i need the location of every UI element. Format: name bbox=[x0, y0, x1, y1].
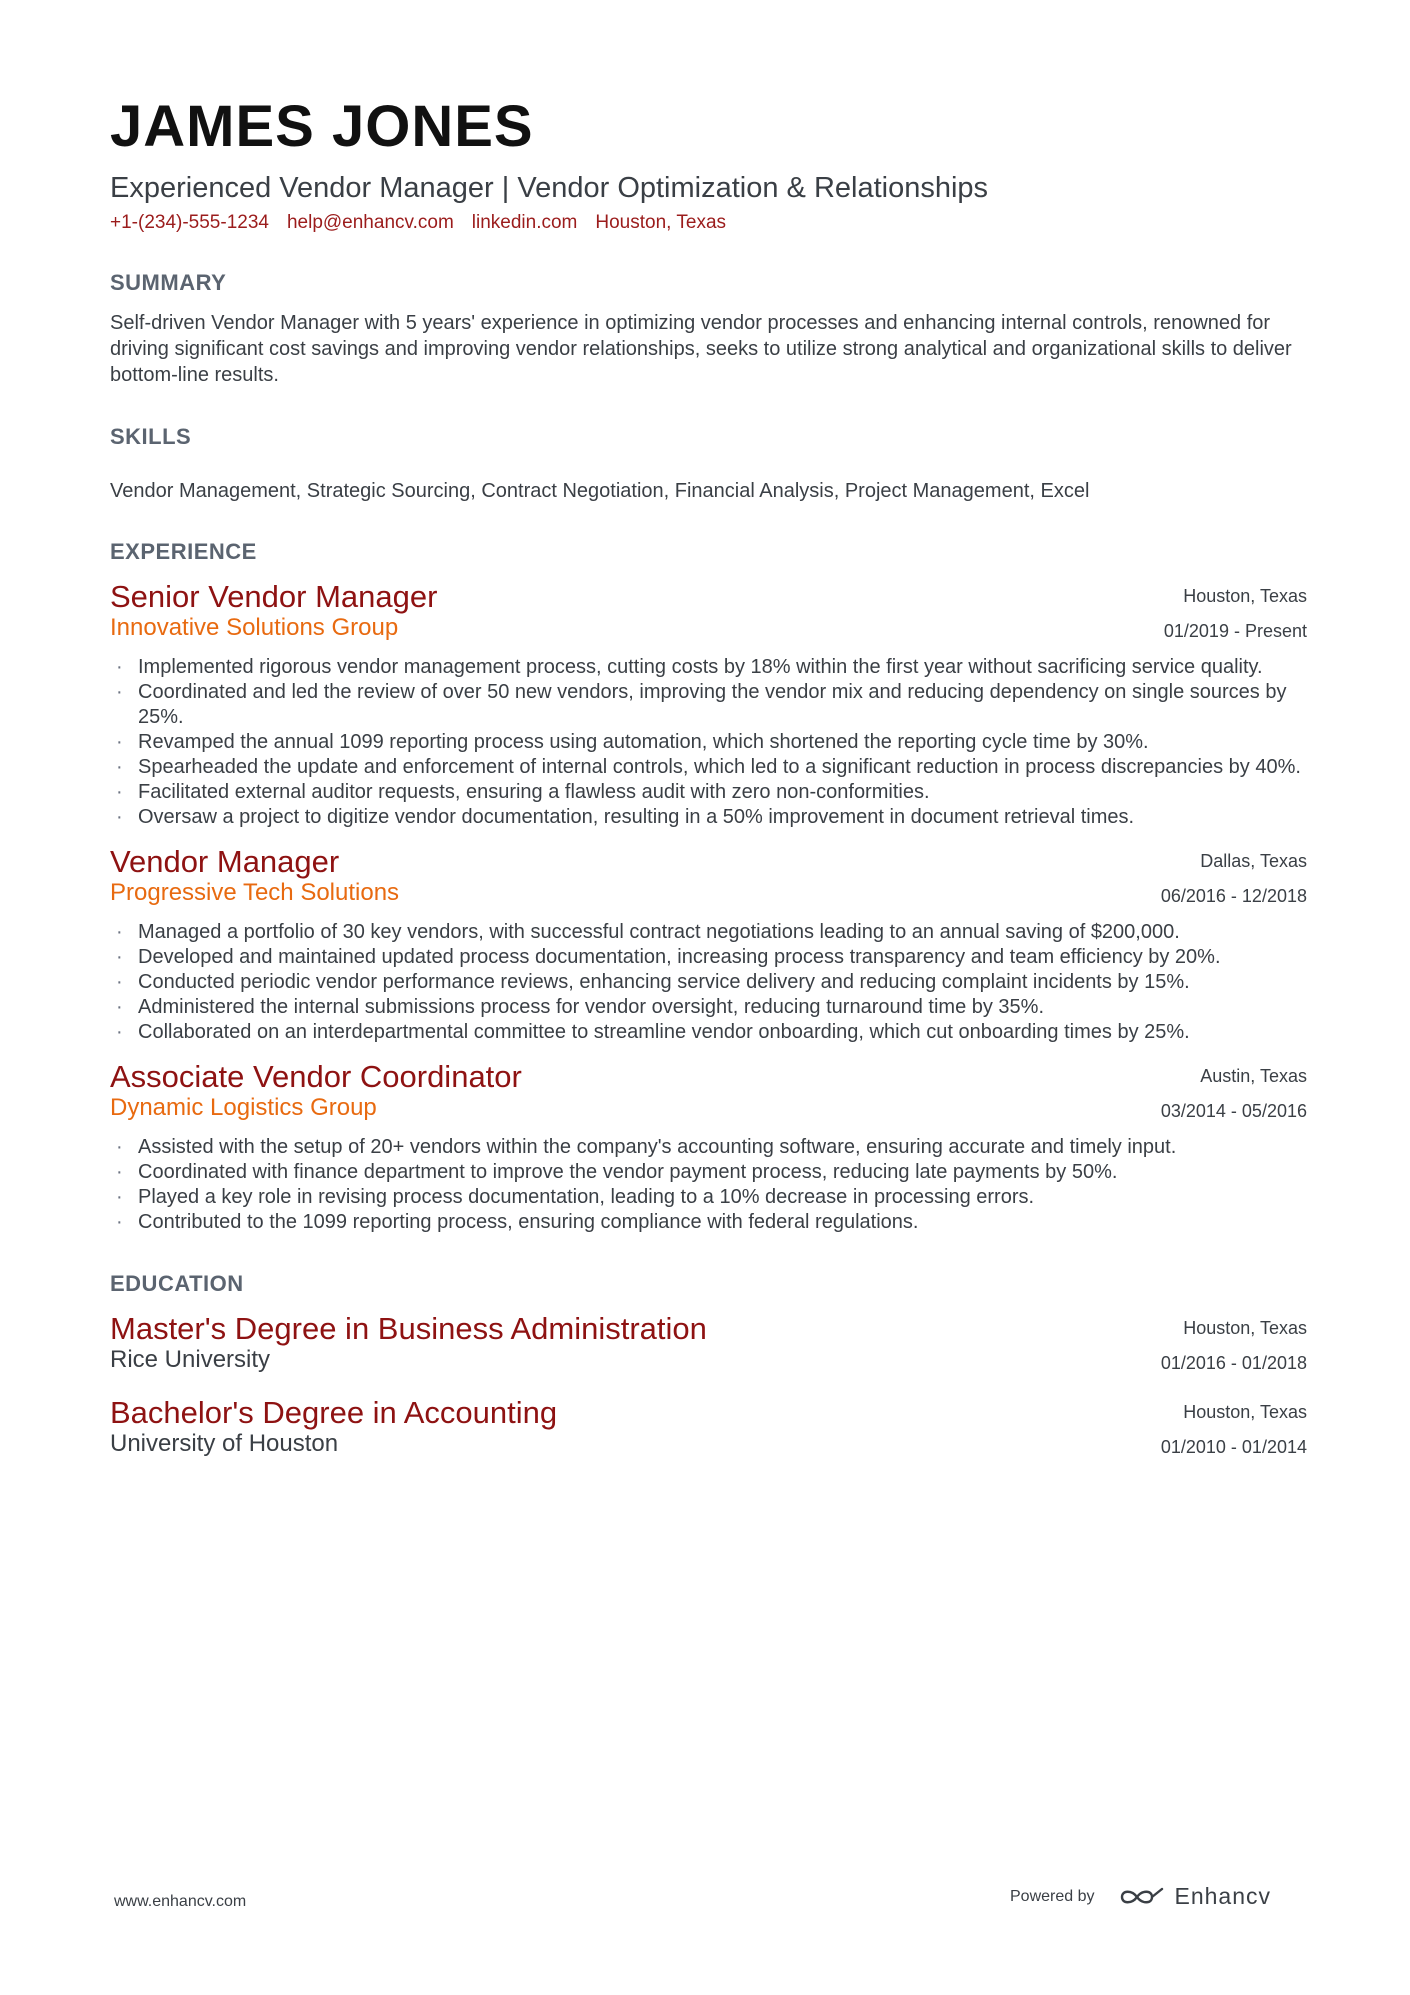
summary-text: Self-driven Vendor Manager with 5 years' experience in optimizing vendor processes and enhancing internal controls, renowned for driving significant cost savings and improving vendor relationships, seeks to utilize strong analytical and organizational skills to deliver bottom-line results. bbox=[110, 311, 1292, 386]
location-text: Houston, Texas bbox=[595, 211, 727, 233]
education-title: EDUCATION bbox=[110, 1270, 244, 1296]
footer-website-link[interactable]: www.enhancv.com bbox=[114, 1893, 247, 1910]
education-dates: 01/2010 - 01/2014 bbox=[1160, 1436, 1307, 1457]
job-entry bbox=[110, 579, 1307, 830]
bullet-item: · Administered the internal submissions process for vendor oversight, reducing turnaround time by 35%. bbox=[110, 995, 1307, 1020]
school-name: Rice University bbox=[110, 1346, 271, 1374]
experience-title: EXPERIENCE bbox=[110, 538, 257, 564]
degree-title: Master's Degree in Business Administration bbox=[110, 1310, 707, 1346]
resume-header bbox=[110, 95, 1307, 234]
company-name: Dynamic Logistics Group bbox=[110, 1094, 377, 1122]
job-entry bbox=[110, 1059, 1307, 1235]
job-location: Dallas, Texas bbox=[1200, 850, 1307, 871]
bullet-item: · Coordinated with finance department to improve the vendor payment process, reducing late payments by 50%. bbox=[110, 1160, 1307, 1185]
email-link[interactable]: help@enhancv.com bbox=[286, 211, 454, 233]
brand-name: Enhancv bbox=[1174, 1883, 1272, 1909]
bullet-item: · Spearheaded the update and enforcement of internal controls, which led to a significant reduction in process discrepancies by 40%. bbox=[110, 755, 1307, 780]
resume-page bbox=[110, 95, 1307, 1465]
job-title: Senior Vendor Manager bbox=[110, 578, 438, 614]
bullet-item: · Revamped the annual 1099 reporting process using automation, which shortened the reporting cycle time by 30%. bbox=[110, 730, 1307, 755]
job-dates: 03/2014 - 05/2016 bbox=[1160, 1100, 1307, 1121]
job-title: Associate Vendor Coordinator bbox=[110, 1058, 522, 1094]
experience-section bbox=[110, 539, 1307, 1235]
summary-section bbox=[110, 270, 1307, 388]
bullet-item: · Contributed to the 1099 reporting process, ensuring compliance with federal regulations. bbox=[110, 1210, 1307, 1235]
bullet-item: · Developed and maintained updated process documentation, increasing process transparency and team efficiency by 20%. bbox=[110, 945, 1307, 970]
headline: Experienced Vendor Manager | Vendor Optimization & Relationships bbox=[110, 171, 989, 204]
job-location: Austin, Texas bbox=[1200, 1065, 1307, 1086]
job-dates: 01/2019 - Present bbox=[1163, 620, 1307, 641]
candidate-name: JAMES JONES bbox=[110, 94, 534, 159]
job-bullets bbox=[110, 1135, 1307, 1235]
phone-link[interactable]: +1-(234)-555-1234 bbox=[110, 211, 269, 233]
bullet-item: · Played a key role in revising process documentation, leading to a 10% decrease in processing errors. bbox=[110, 1185, 1307, 1210]
company-name: Progressive Tech Solutions bbox=[110, 879, 400, 907]
summary-title: SUMMARY bbox=[110, 269, 227, 295]
job-title: Vendor Manager bbox=[110, 843, 340, 879]
bullet-item: · Facilitated external auditor requests, ensuring a flawless audit with zero non-conformities. bbox=[110, 780, 1307, 805]
bullet-item: · Coordinated and led the review of over 50 new vendors, improving the vendor mix and reducing dependency on single sources by 25%. bbox=[110, 680, 1307, 730]
bullet-item: · Oversaw a project to digitize vendor documentation, resulting in a 50% improvement in document retrieval times. bbox=[110, 805, 1307, 830]
degree-title: Bachelor's Degree in Accounting bbox=[110, 1394, 558, 1430]
job-bullets bbox=[110, 920, 1307, 1045]
job-location: Houston, Texas bbox=[1183, 585, 1307, 606]
infinity-logo-icon bbox=[1119, 1885, 1165, 1909]
education-location: Houston, Texas bbox=[1183, 1317, 1307, 1338]
skills-text: Vendor Management, Strategic Sourcing, Contract Negotiation, Financial Analysis, Project Management, Excel bbox=[110, 479, 1090, 502]
company-name: Innovative Solutions Group bbox=[110, 614, 399, 642]
linkedin-link[interactable]: linkedin.com bbox=[471, 211, 578, 233]
bullet-item: · Implemented rigorous vendor management process, cutting costs by 18% within the first year without sacrificing service quality. bbox=[110, 655, 1307, 680]
footer-branding bbox=[1010, 1883, 1271, 1910]
bullet-item: · Managed a portfolio of 30 key vendors, with successful contract negotiations leading to an annual saving of $200,000. bbox=[110, 920, 1307, 945]
enhancv-logo[interactable] bbox=[1119, 1883, 1272, 1910]
job-entry bbox=[110, 844, 1307, 1045]
education-entry bbox=[110, 1395, 1307, 1465]
skills-section bbox=[110, 424, 1307, 503]
bullet-item: · Collaborated on an interdepartmental committee to streamline vendor onboarding, which cut onboarding times by 25%. bbox=[110, 1020, 1307, 1045]
school-name: University of Houston bbox=[110, 1430, 339, 1458]
education-section bbox=[110, 1271, 1307, 1465]
job-dates: 06/2016 - 12/2018 bbox=[1160, 885, 1307, 906]
education-entry bbox=[110, 1311, 1307, 1381]
contact-row bbox=[110, 212, 1307, 234]
education-dates: 01/2016 - 01/2018 bbox=[1160, 1352, 1307, 1373]
bullet-item: · Assisted with the setup of 20+ vendors within the company's accounting software, ensuring accurate and timely input. bbox=[110, 1135, 1307, 1160]
bullet-item: · Conducted periodic vendor performance reviews, enhancing service delivery and reducing complaint incidents by 15%. bbox=[110, 970, 1307, 995]
powered-by-label: Powered by bbox=[1010, 1887, 1095, 1905]
skills-title: SKILLS bbox=[110, 423, 192, 449]
education-location: Houston, Texas bbox=[1183, 1401, 1307, 1422]
job-bullets bbox=[110, 655, 1307, 830]
